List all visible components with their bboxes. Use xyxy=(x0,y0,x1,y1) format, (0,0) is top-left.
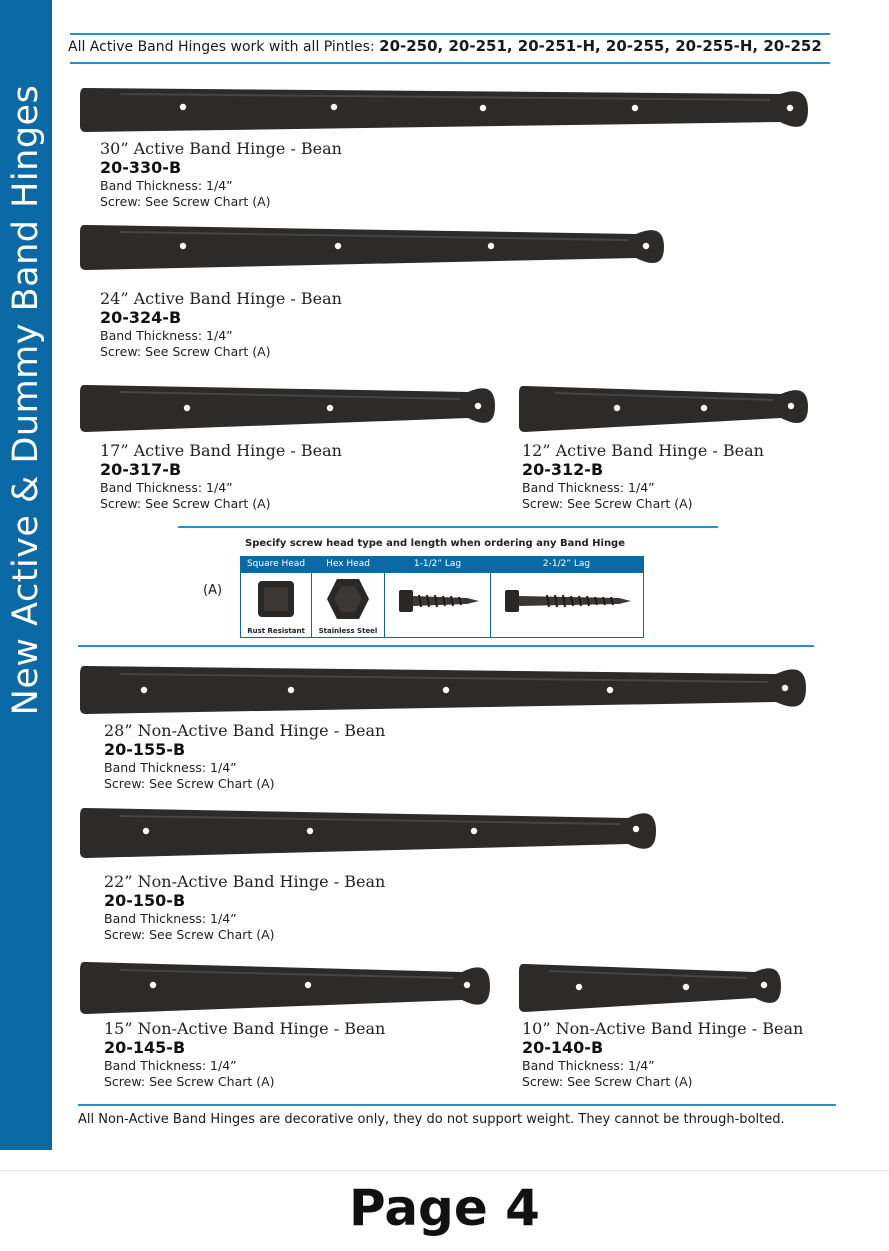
hinge-name: 24” Active Band Hinge - Bean xyxy=(100,289,342,308)
lag-screw-short-icon xyxy=(397,587,481,615)
hinge-label-20-140-b xyxy=(522,1019,803,1090)
hinge-sku: 20-312-B xyxy=(522,460,604,479)
hinge-name: 15” Non-Active Band Hinge - Bean xyxy=(104,1019,386,1038)
hinge-screw: Screw: See Screw Chart (A) xyxy=(104,1074,275,1089)
screw-chart xyxy=(240,556,644,638)
screw-col-sub: Rust Resistant xyxy=(247,627,305,635)
hinge-name: 30” Active Band Hinge - Bean xyxy=(100,139,342,158)
screw-chart-caption: Specify screw head type and length when ordering any Band Hinge xyxy=(245,538,625,549)
screw-chart-key: (A) xyxy=(203,583,223,598)
sidebar-title: New Active & Dummy Band Hinges xyxy=(6,84,46,716)
screw-col-header: 1-1/2” Lag xyxy=(413,559,462,569)
hinge-sku: 20-140-B xyxy=(522,1038,604,1057)
hinge-screw: Screw: See Screw Chart (A) xyxy=(104,927,275,942)
sidebar xyxy=(0,0,52,1150)
hinge-screw: Screw: See Screw Chart (A) xyxy=(100,194,271,209)
hinge-thickness: Band Thickness: 1/4” xyxy=(104,911,237,926)
hinge-image-20-140-b xyxy=(519,960,781,1012)
hinge-screw: Screw: See Screw Chart (A) xyxy=(522,496,693,511)
hinge-screw: Screw: See Screw Chart (A) xyxy=(522,1074,693,1089)
hinge-thickness: Band Thickness: 1/4” xyxy=(100,480,233,495)
hinge-image-20-145-b xyxy=(80,958,490,1014)
screw-col-header: Hex Head xyxy=(326,559,370,569)
hinge-sku: 20-330-B xyxy=(100,158,182,177)
hinge-sku: 20-155-B xyxy=(104,740,186,759)
hinge-screw: Screw: See Screw Chart (A) xyxy=(100,344,271,359)
hinge-sku: 20-324-B xyxy=(100,308,182,327)
hinge-thickness: Band Thickness: 1/4” xyxy=(522,480,655,495)
hinge-name: 12” Active Band Hinge - Bean xyxy=(522,441,764,460)
pintle-models: 20-250, 20-251, 20-251-H, 20-255, 20-255-H, 20-252 xyxy=(379,37,822,55)
hinge-thickness: Band Thickness: 1/4” xyxy=(104,760,237,775)
screw-col-header: 2-1/2” Lag xyxy=(542,559,591,569)
hinge-thickness: Band Thickness: 1/4” xyxy=(522,1058,655,1073)
screw-chart-top-rule xyxy=(178,526,718,528)
hex-head-screw-icon xyxy=(326,578,370,620)
hinge-sku: 20-145-B xyxy=(104,1038,186,1057)
hinge-name: 28” Non-Active Band Hinge - Bean xyxy=(104,721,386,740)
hinge-thickness: Band Thickness: 1/4” xyxy=(104,1058,237,1073)
hinge-label-20-330-b xyxy=(100,139,342,210)
screw-col-lag-short xyxy=(385,557,491,637)
hinge-image-20-330-b xyxy=(80,84,808,136)
hinge-label-20-150-b xyxy=(104,872,385,943)
footer-note: All Non-Active Band Hinges are decorative only, they do not support weight. They cannot be through-bolted. xyxy=(78,1112,785,1127)
hinge-name: 22” Non-Active Band Hinge - Bean xyxy=(104,872,386,891)
pintle-note xyxy=(68,37,822,55)
footer-rule xyxy=(78,1104,836,1106)
lag-screw-long-icon xyxy=(503,587,633,615)
hinge-label-20-145-b xyxy=(104,1019,385,1090)
hinge-thickness: Band Thickness: 1/4” xyxy=(100,178,233,193)
hinge-label-20-317-b xyxy=(100,441,342,512)
top-rule xyxy=(70,33,830,35)
screw-col-hex xyxy=(312,557,385,637)
hinge-label-20-324-b xyxy=(100,289,342,360)
hinge-image-20-312-b xyxy=(519,382,808,432)
hinge-thickness: Band Thickness: 1/4” xyxy=(100,328,233,343)
hinge-name: 17” Active Band Hinge - Bean xyxy=(100,441,342,460)
square-head-screw-icon xyxy=(256,579,296,619)
screw-chart-bottom-rule xyxy=(78,645,814,647)
top-rule-2 xyxy=(70,62,830,64)
hinge-label-20-312-b xyxy=(522,441,764,512)
hinge-sku: 20-150-B xyxy=(104,891,186,910)
hinge-label-20-155-b xyxy=(104,721,385,792)
hinge-image-20-324-b xyxy=(80,222,664,272)
hinge-name: 10” Non-Active Band Hinge - Bean xyxy=(522,1019,804,1038)
page-label: Page 4 xyxy=(349,1179,540,1237)
hinge-image-20-150-b xyxy=(80,804,656,858)
hinge-screw: Screw: See Screw Chart (A) xyxy=(104,776,275,791)
screw-col-header: Square Head xyxy=(246,559,306,569)
hinge-image-20-155-b xyxy=(80,660,806,716)
hinge-image-20-317-b xyxy=(80,380,495,432)
hinge-sku: 20-317-B xyxy=(100,460,182,479)
screw-col-sub: Stainless Steel xyxy=(318,627,378,635)
screw-col-lag-long xyxy=(491,557,642,637)
hinge-screw: Screw: See Screw Chart (A) xyxy=(100,496,271,511)
screw-col-square xyxy=(241,557,312,637)
pintle-note-prefix: All Active Band Hinges work with all Pintles: xyxy=(68,39,375,55)
